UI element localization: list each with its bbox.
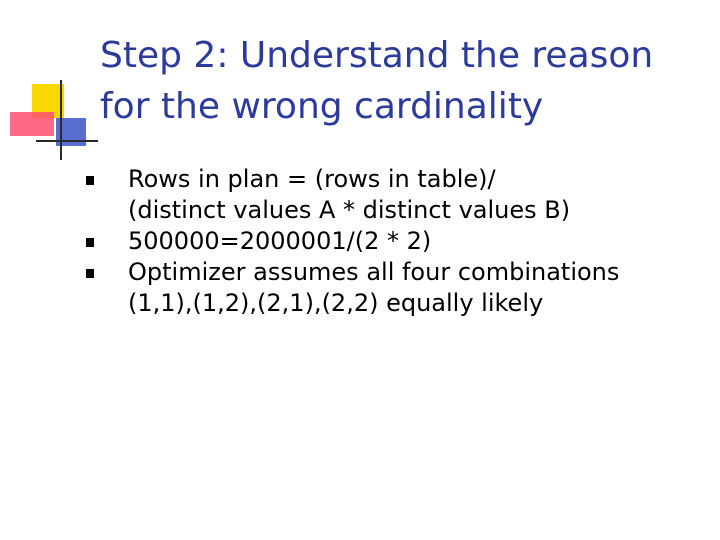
ornament-vertical-line <box>60 80 62 160</box>
bullet-line: 500000=2000001/(2 * 2) <box>128 227 432 255</box>
slide-title-line-2: for the wrong cardinality <box>100 86 544 127</box>
corner-ornament <box>0 0 110 170</box>
bullet-square-icon <box>86 238 94 247</box>
bullet-list <box>86 164 711 319</box>
bullet-item <box>86 226 711 257</box>
bullet-item <box>86 164 711 226</box>
ornament-horizontal-line <box>36 140 98 142</box>
slide-title-line-1: Step 2: Understand the reason <box>100 35 654 76</box>
bullet-text <box>128 226 711 257</box>
bullet-line: Rows in plan = (rows in table)/ <box>128 165 496 193</box>
slide-title <box>100 30 710 132</box>
bullet-text <box>128 257 711 319</box>
bullet-line: Optimizer assumes all four combinations <box>128 258 620 286</box>
bullet-line: (1,1),(1,2),(2,1),(2,2) equally likely <box>128 289 544 317</box>
bullet-text <box>128 164 711 226</box>
bullet-line: (distinct values A * distinct values B) <box>128 196 571 224</box>
bullet-square-icon <box>86 176 94 185</box>
bullet-item <box>86 257 711 319</box>
bullet-square-icon <box>86 269 94 278</box>
ornament-red-bar <box>10 112 54 136</box>
